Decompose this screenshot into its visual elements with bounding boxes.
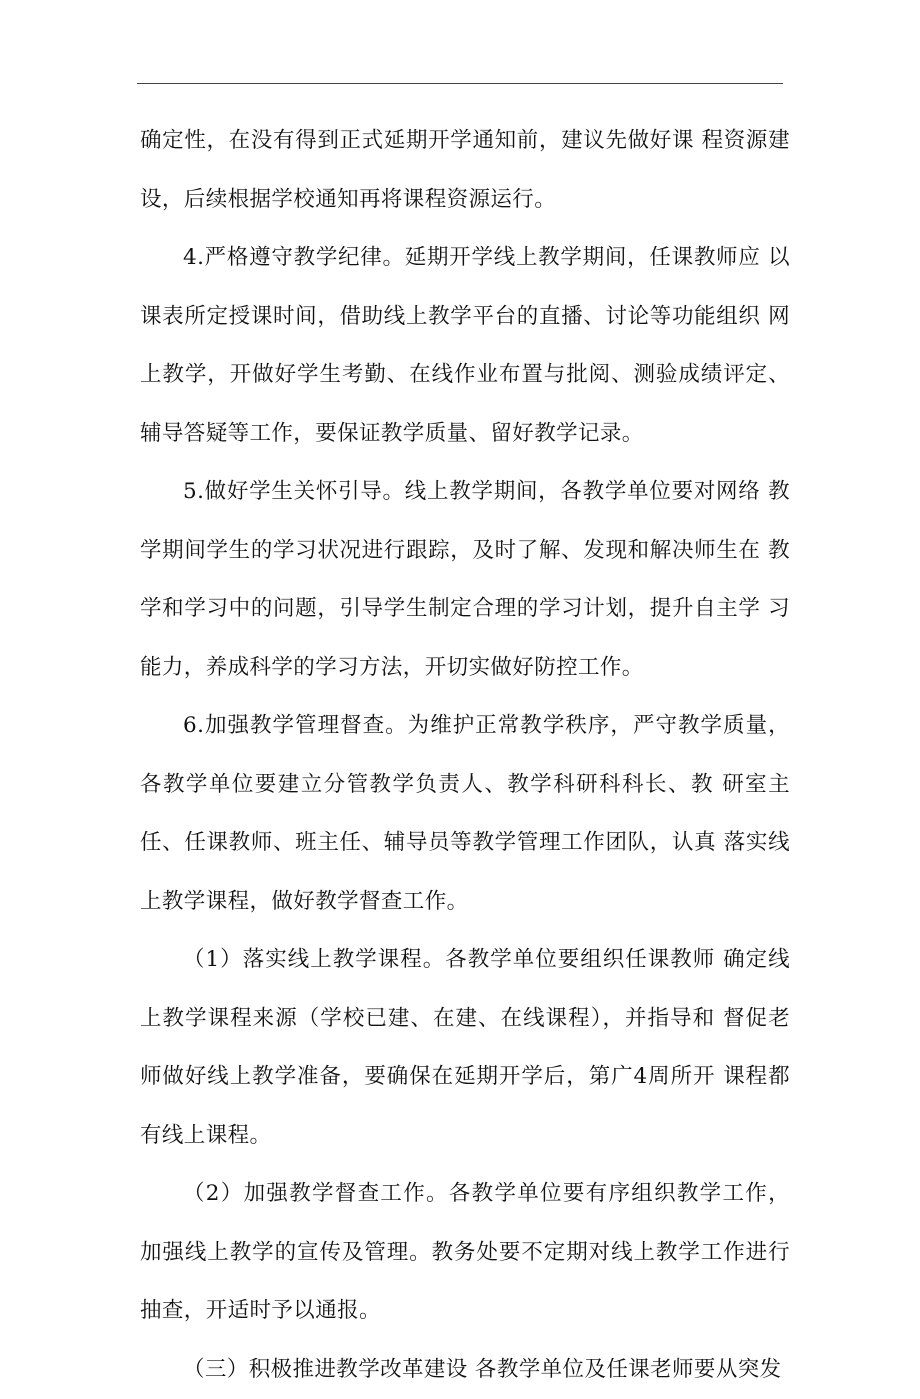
paragraph-continuation: 确定性，在没有得到正式延期开学通知前，建议先做好课 程资源建设，后续根据学校通知再将课程资源运行。 [140, 112, 790, 229]
document-body [140, 112, 790, 1399]
header-rule [137, 83, 783, 84]
paragraph-subitem-2: （2）加强教学督查工作。各教学单位要有序组织教学工作， 加强线上教学的宣传及管理。教务处要不定期对线上教学工作进行 抽查，开适时予以通报。 [140, 1165, 790, 1341]
paragraph-subitem-1: （1）落实线上教学课程。各教学单位要组织任课教师 确定线上教学课程来源（学校已建、在建、在线课程），并指导和 督促老师做好线上教学准备，要确保在延期开学后，第广4周所开 课程都有线上课程。 [140, 931, 790, 1165]
paragraph-item-5: 5.做好学生关怀引导。线上教学期间，各教学单位要对网络 教学期间学生的学习状况进行跟踪，及时了解、发现和解决师生在 教学和学习中的问题，引导学生制定合理的学习计划，提升自主学 习能力，养成科学的学习方法，开切实做好防控工作。 [140, 463, 790, 697]
paragraph-item-6: 6.加强教学管理督查。为维护正常教学秩序，严守教学质量，各教学单位要建立分管教学负责人、教学科研科科长、教 研室主任、任课教师、班主任、辅导员等教学管理工作团队，认真 落实线上教学课程，做好教学督查工作。 [140, 697, 790, 931]
paragraph-item-4: 4.严格遵守教学纪律。延期开学线上教学期间，任课教师应 以课表所定授课时间，借助线上教学平台的直播、讨论等功能组织 网上教学，开做好学生考勤、在线作业布置与批阅、测验成绩评定、辅导答疑等工作，要保证教学质量、留好教学记录。 [140, 229, 790, 463]
paragraph-section-3: （三）积极推进教学改革建设 各教学单位及任课老师要从突发 [140, 1341, 790, 1399]
